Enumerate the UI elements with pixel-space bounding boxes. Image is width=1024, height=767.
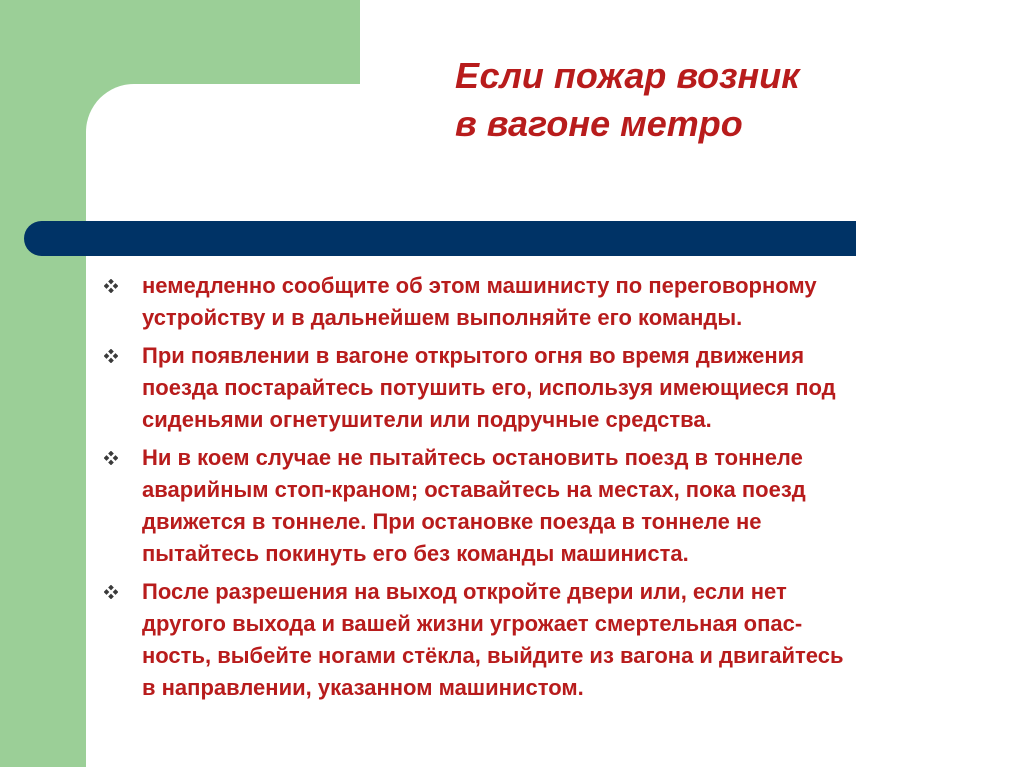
bullet-line: в направлении, указанном машинистом. xyxy=(142,675,584,700)
bullet-item xyxy=(104,340,984,436)
diamond-bullet-icon xyxy=(104,279,118,293)
bullet-line: устройству и в дальнейшем выполняйте его команды. xyxy=(142,305,743,330)
bullet-line: Ни в коем случае не пытайтесь остановить поезд в тоннеле xyxy=(142,445,803,470)
diamond-bullet-icon xyxy=(104,451,118,465)
navy-divider-bar xyxy=(24,221,856,256)
bullet-line: немедленно сообщите об этом машинисту по переговорному xyxy=(142,273,817,298)
bullet-line: ность, выбейте ногами стёкла, выйдите из вагона и двигайтесь xyxy=(142,643,844,668)
bullet-item xyxy=(104,270,984,334)
bullet-line: аварийным стоп-краном; оставайтесь на местах, пока поезд xyxy=(142,477,806,502)
bullet-item xyxy=(104,442,984,570)
diamond-bullet-icon xyxy=(104,349,118,363)
bullet-list xyxy=(104,270,984,710)
bullet-line: поезда постарайтесь потушить его, используя имеющиеся под xyxy=(142,375,836,400)
bullet-item xyxy=(104,576,984,704)
bullet-line: пытайтесь покинуть его без команды машиниста. xyxy=(142,541,689,566)
slide-title-line-2: в вагоне метро xyxy=(455,103,743,144)
slide-title xyxy=(455,52,800,148)
bullet-line: После разрешения на выход откройте двери или, если нет xyxy=(142,579,787,604)
bullet-line: другого выхода и вашей жизни угрожает смертельная опас- xyxy=(142,611,803,636)
bullet-line: сиденьями огнетушители или подручные средства. xyxy=(142,407,712,432)
slide-title-line-1: Если пожар возник xyxy=(455,55,800,96)
bullet-line: движется в тоннеле. При остановке поезда в тоннеле не xyxy=(142,509,762,534)
bullet-line: При появлении в вагоне открытого огня во время движения xyxy=(142,343,805,368)
diamond-bullet-icon xyxy=(104,585,118,599)
